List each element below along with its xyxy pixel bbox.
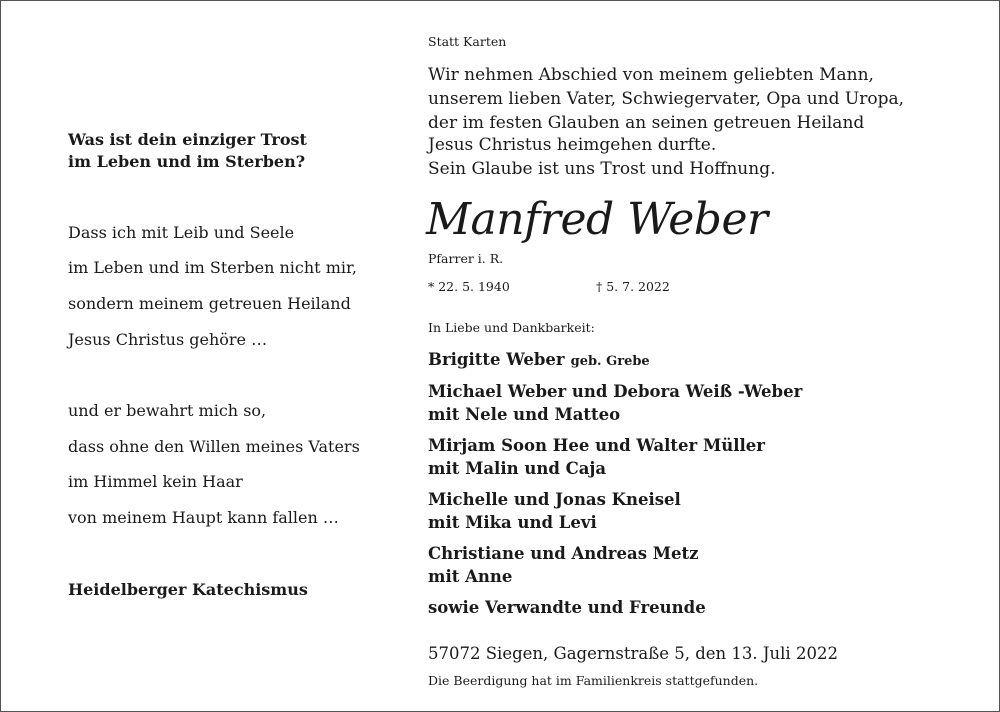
verse-line: von meinem Haupt kann fallen … — [68, 508, 339, 527]
funeral-note: Die Beerdigung hat im Familienkreis stattgefunden. — [428, 673, 759, 688]
verse-line: im Leben und im Sterben nicht mir, — [68, 258, 357, 277]
address-line: 57072 Siegen, Gagernstraße 5, den 13. Juli 2022 — [428, 644, 838, 663]
verse-line: sondern meinem getreuen Heiland — [68, 294, 351, 313]
maiden-name: geb. Grebe — [570, 354, 650, 369]
family-line: Michael Weber und Debora Weiß -Weber — [428, 382, 803, 401]
deceased-title: Pfarrer i. R. — [428, 251, 504, 266]
family-line: Christiane und Andreas Metz — [428, 544, 699, 563]
catechism-source: Heidelberger Katechismus — [68, 580, 308, 599]
intro-line: Jesus Christus heimgehen durfte. — [428, 135, 717, 155]
family-line: mit Nele und Matteo — [428, 405, 621, 424]
verse-line: Dass ich mit Leib und Seele — [68, 223, 295, 242]
verse-line: Jesus Christus gehöre … — [68, 330, 268, 349]
verse-line: dass ohne den Willen meines Vaters — [68, 437, 360, 456]
question-line-2: im Leben und im Sterben? — [68, 152, 306, 171]
family-line: mit Malin und Caja — [428, 459, 607, 478]
death-date: † 5. 7. 2022 — [596, 279, 670, 294]
gratitude-line: In Liebe und Dankbarkeit: — [428, 320, 595, 335]
family-member-brigitte — [428, 350, 650, 369]
question-line-1: Was ist dein einziger Trost — [68, 130, 307, 149]
deceased-name: Manfred Weber — [426, 194, 768, 245]
intro-line: unserem lieben Vater, Schwiegervater, Opa und Uropa, — [428, 89, 905, 109]
family-line: sowie Verwandte und Freunde — [428, 598, 706, 617]
family-line: mit Anne — [428, 567, 513, 586]
intro-line: Wir nehmen Abschied von meinem geliebten Mann, — [428, 65, 874, 85]
statt-karten: Statt Karten — [428, 34, 507, 49]
family-line: Michelle und Jonas Kneisel — [428, 490, 681, 509]
verse-line: im Himmel kein Haar — [68, 472, 243, 491]
birth-date: * 22. 5. 1940 — [428, 279, 510, 294]
intro-line: der im festen Glauben an seinen getreuen Heiland — [428, 113, 865, 133]
family-line: mit Mika und Levi — [428, 513, 597, 532]
intro-line: Sein Glaube ist uns Trost und Hoffnung. — [428, 159, 776, 179]
verse-line: und er bewahrt mich so, — [68, 401, 267, 420]
family-line: Mirjam Soon Hee und Walter Müller — [428, 436, 765, 455]
family-name: Brigitte Weber — [428, 350, 565, 369]
